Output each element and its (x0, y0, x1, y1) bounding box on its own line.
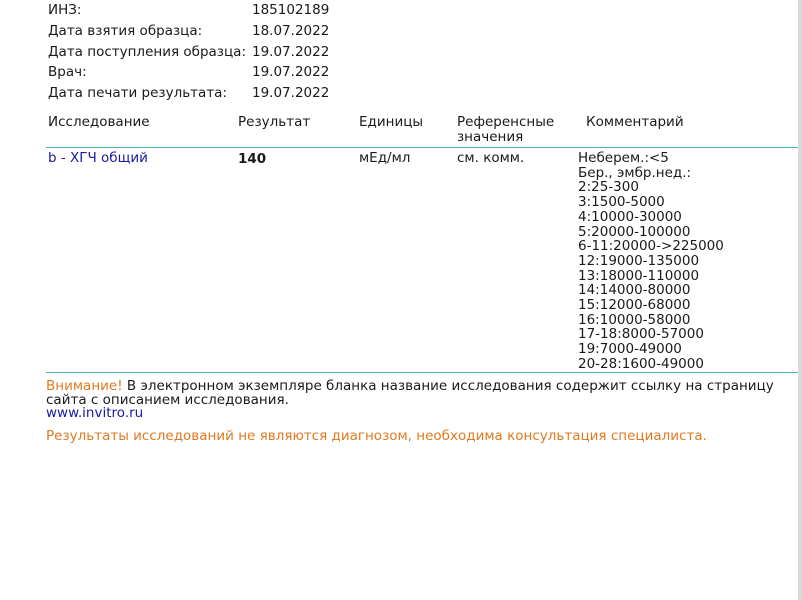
comment-line: 19:7000-49000 (578, 341, 682, 358)
reference-value: см. комм. (457, 150, 525, 166)
info-label: Дата взятия образца: (48, 22, 203, 39)
notice-block (46, 379, 802, 407)
notice-warning-word: Внимание! (46, 378, 123, 394)
header-reference-line2: значения (457, 129, 524, 145)
comment-line: Бер., эмбр.нед.: (578, 164, 692, 181)
header-test: Исследование (48, 114, 150, 130)
disclaimer-text: Результаты исследований не являются диагнозом, необходима консультация специалиста. (46, 428, 707, 444)
header-reference (457, 115, 554, 145)
header-divider (46, 147, 802, 148)
comment-line: 16:10000-58000 (578, 311, 691, 328)
units-value: мЕд/мл (359, 150, 411, 166)
viewport-edge (798, 0, 802, 600)
comment-line: 2:25-300 (578, 179, 639, 196)
info-label: ИНЗ: (48, 2, 82, 18)
info-label: Дата печати результата: (48, 85, 228, 102)
info-label: Врач: (48, 64, 87, 81)
comment-cell (578, 151, 724, 372)
comment-line: 13:18000-110000 (578, 267, 700, 284)
comment-line: 6-11:20000->225000 (578, 238, 724, 255)
comment-line: 3:1500-5000 (578, 194, 665, 211)
notice-text: В электронном экземпляре бланка название исследования содержит ссылку на страницу сайта с описанием исследования. (46, 378, 774, 408)
header-comment: Комментарий (586, 114, 684, 130)
comment-line: Неберем.:<5 (578, 150, 669, 166)
header-units: Единицы (359, 114, 424, 130)
comment-line: 17-18:8000-57000 (578, 326, 704, 343)
site-link[interactable]: www.invitro.ru (46, 405, 144, 421)
info-value: 19.07.2022 (252, 43, 330, 60)
info-value: 19.07.2022 (252, 64, 330, 81)
info-value: 18.07.2022 (252, 22, 330, 39)
comment-line: 5:20000-100000 (578, 223, 691, 240)
comment-line: 12:19000-135000 (578, 252, 700, 269)
info-label: Дата поступления образца: (48, 43, 246, 60)
result-value: 140 (238, 151, 267, 167)
test-name-link[interactable]: b - ХГЧ общий (48, 150, 148, 166)
comment-line: 14:14000-80000 (578, 282, 691, 299)
comment-line: 15:12000-68000 (578, 297, 691, 314)
header-result: Результат (238, 114, 311, 130)
comment-line: 4:10000-30000 (578, 208, 682, 225)
table-bottom-divider (46, 372, 802, 373)
info-value: 19.07.2022 (252, 85, 330, 102)
header-reference-line1: Референсные (457, 114, 555, 130)
info-value: 185102189 (252, 2, 330, 18)
comment-line: 20-28:1600-49000 (578, 355, 704, 372)
